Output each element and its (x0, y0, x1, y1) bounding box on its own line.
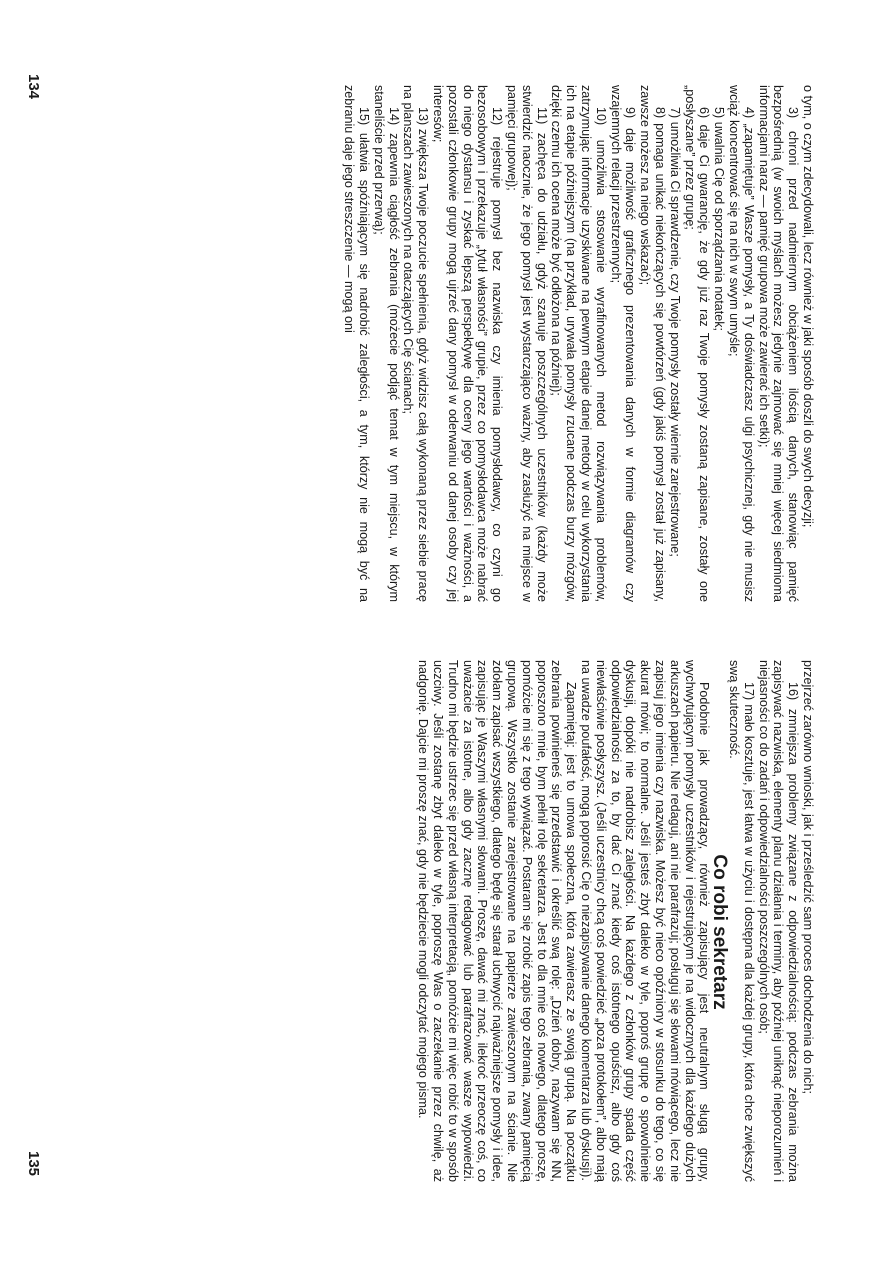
paragraph: o tym, o czym zdecydowali, lecz również w jaki sposób doszli do swych decyzji; (801, 85, 815, 528)
paragraph: 10) umożliwia stosowanie wyrafinowanych metod rozwiązywania problemów, zatrzymując informacje uzyskiwane na pewnym etapie danej metody w celu wykorzystania ich na etapie późniejszym (na przykład, urywała pomysły rzucane podczas burzy mózgów, dzięki czemu ich ocena może być odłożona na później); (549, 85, 608, 602)
paragraph: 8) pomaga unikać niekończących się powtórzeń (gdy jakiś pomysł został już zapisany, zawsze możesz na niego wskazać); (638, 85, 668, 602)
paragraph: 3) chroni przed nadmiernym obciążeniem ilością danych, stanowiąc pamięć bezpośrednią (w swoich myślach możesz jedynie zajmować się mniej więcej siedmioma informacjami naraz — pamięć grupowa może zawierać ich setki); (756, 85, 801, 602)
left-page-text (342, 85, 816, 602)
paragraph: 9) daje możliwość graficznego prezentowania danych w formie diagramów czy wzajemnych relacji przestrzennych; (608, 85, 638, 602)
paragraph: 11) zachęca do udziału, gdyż szanuje poszczególnych uczestników (każdy może stwierdzić naocznie, że jego pomysł jest wystarczająco ważny, aby zasłużyć na miejsce w pamięci grupowej); (505, 85, 549, 602)
page-number: 134 (25, 74, 42, 100)
paragraph: przejrzeć zarówno wnioski, jak i prześledzić sam proces dochodzenia do nich; (801, 660, 815, 1094)
paragraph: 12) rejestruje pomysł bez nazwiska czy imienia pomysłodawcy, co czyni go bezosobowym i przekazuje „tytuł własności” grupie, przez co pomysłodawca może nabrać do niego dystansu i zyskać lepszą perspektywę dla oceny jego wartości i ważności, a pozostali członkowie grupy mogą ujrzeć dany pomysł w oderwaniu od danej osoby czy jej interesów; (431, 85, 505, 602)
paragraph: 15) ułatwia spóźniającym się nadrobić zaległości, a tym, którzy nie mogą być na zebraniu daje jego streszczenie — mogą oni (342, 85, 372, 602)
section-heading: Co robi sekretarz (709, 854, 731, 1010)
right-page (0, 632, 893, 1263)
left-page (0, 0, 893, 631)
paragraph: Zapamiętaj: jest to umowa społeczna, która zawierasz ze swoją grupą. Na początku zebrania powinieneś się przedstawić i określić swą rolę: „Dzień dobry, nazywam się NN, poproszono mnie, bym pełnił rolę sekretarza. Jest to dla mnie coś nowego, dlatego proszę, pomóżcie mi się z tego wywiązać. Postaram się zrobić zapis tego zebrania, zwany pamięcią grupową. Wszystko zostanie zarejestrowane na papierze zawieszonym na ścianie. Nie zdołam zapisać wszystkiego, dlatego będę się starał uchwycić najważniejsze pomysły i idee, zapisując je Waszymi własnymi słowami. Proszę, dawać mi znać, ilekroć przeoczę coś, co uważacie za istotne, albo gdy zacznę redagować lub parafrazować wasze wypowiedzi. Trudno mi będzie ustrzec się przed własną interpretacją, pomóżcie mi więc robić to w sposób uczciwy. Jeśli zostanę zbyt daleko w tyle, poproszę Was o zaczekanie przez chwilę, aż nadgonię. Dajcie mi proszę znać, gdy nie będziecie mogli odczytać mojego pisma. (416, 660, 579, 1182)
paragraph: 7) umożliwia Ci sprawdzenie, czy Twoje pomysły zostały wiernie zarejestrowane; (667, 107, 682, 557)
paragraph: 4) „zapamiętuje” Wasze pomysły, a Ty doświadczasz ulgi psychicznej, gdy nie musisz wciąż koncentrować się na nich w swym umyśle; (727, 85, 756, 602)
paragraph: 16) zmniejsza problemy związane z odpowiedzialnością: podczas zebrania można zapisywać nazwiska, elementy planu działania i terminy, aby później uniknąć nieporozumień i niejasności co do zadań i odpowiedzialności poszczególnych osób; (756, 660, 801, 1182)
paragraph: 6) daje Ci gwarancję, że gdy już raz Twoje pomysły zostaną zapisane, zostały one „posłyszane” przez grupę; (682, 85, 712, 602)
page-number: 135 (25, 1151, 42, 1177)
paragraph: 14) zapewnia ciągłość zebrania (możecie podjąć temat w tym miejscu, w którym staneliście przed przerwą); (371, 85, 401, 602)
right-page-text (415, 660, 815, 1182)
paragraph: 5) uwalnia Cię od sporządzania notatek; (712, 107, 727, 332)
paragraph: 17) mało kosztuje, jest łatwa w użyciu i dostępna dla każdej grupy, która chce zwiększyć swą skuteczność. (727, 660, 756, 1182)
paragraph: 13) zwiększa Twoje poczucie spełnienia, gdyż widzisz całą wykonaną przez siebie pracę na planszach zawieszonych na otaczających Cię ścianach; (401, 85, 431, 602)
paragraph: Podobnie jak prowadzący, również zapisujący jest neutralnym sługą grupy, wychwytującym pomysły uczestników i rejestrującym je na widocznych dla każdego dużych arkuszach papieru. Nie redaguj, ani nie parafrazuj; posługuj się słowami mówiącego, lecz nie zapisuj jego imienia czy nazwiska. Możesz być nieco opóźniony w stosunku do tego, co się akurat mówi; to normalne. Jeśli jesteś zbyt daleko w tyle, poproś grupę o spowolnienie dyskusji, dopóki nie nadrobisz zaległości. Na każdego z członków grupy spada część odpowiedzialności za to, by dać Ci znać kiedy coś istotnego opuścisz, albo gdy coś niewłaściwie posłyszysz. (Jeśli uczestnicy chcą coś powiedzieć „poza protokołem”, albo mają na uwadze poufałość, mogą poprosić Cię o niezapisywanie danego komentarza lub dyskusji). (579, 660, 712, 1182)
